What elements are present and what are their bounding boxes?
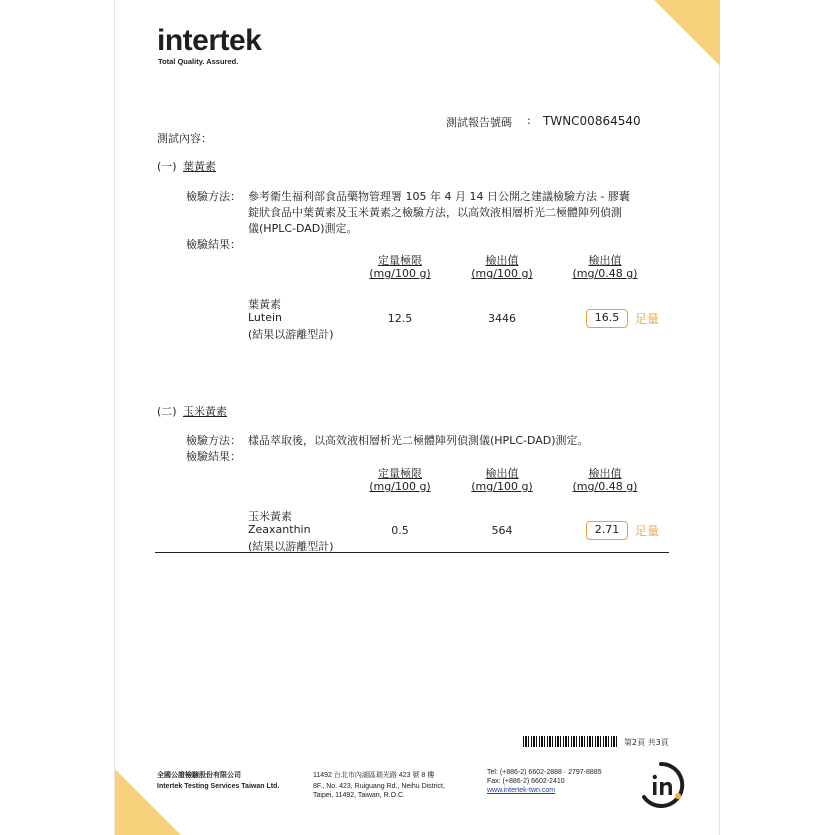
section1-loq-value: 12.5 bbox=[387, 312, 413, 325]
section1-number: (一) bbox=[157, 160, 177, 173]
telephone: Tel: (+886-2) 6602-2888 · 2797-8885 bbox=[487, 769, 602, 776]
section1-method-line3: 儀(HPLC-DAD)測定。 bbox=[248, 222, 358, 235]
section2-detected-header: 檢出值 bbox=[485, 467, 519, 480]
section1-basis: (結果以游離型計) bbox=[248, 328, 334, 341]
section2-number: (二) bbox=[157, 405, 177, 418]
section1-detected2-header: 檢出值 bbox=[588, 254, 622, 267]
section1-detected-unit: (mg/100 g) bbox=[471, 267, 533, 280]
corner-decoration-top bbox=[654, 0, 720, 66]
section1-method-label: 檢驗方法： bbox=[186, 190, 241, 203]
section1-detected2-unit: (mg/0.48 g) bbox=[572, 267, 638, 280]
test-content-label: 測試內容： bbox=[157, 132, 212, 145]
section2-result-box: 2.71 bbox=[586, 521, 628, 540]
website-link[interactable]: www.intertek-twn.com bbox=[487, 787, 556, 794]
section2-detected-unit: (mg/100 g) bbox=[471, 480, 533, 493]
section2-title: 玉米黃素 bbox=[183, 405, 227, 418]
section2-loq-header: 定量極限 bbox=[378, 467, 422, 480]
company-name-zh: 全國公證檢驗股份有限公司 bbox=[157, 772, 241, 779]
section1-method-line1: 參考衛生福利部食品藥物管理署 105 年 4 月 14 日公開之建議檢驗方法 - 膠囊 bbox=[248, 190, 630, 203]
end-of-results-rule bbox=[155, 552, 669, 553]
section1-analyte-zh: 葉黃素 bbox=[248, 298, 281, 311]
barcode bbox=[523, 736, 618, 747]
intertek-logo: intertek bbox=[157, 24, 262, 57]
section1-analyte-en: Lutein bbox=[248, 311, 283, 324]
section1-result-label: 檢驗結果： bbox=[186, 238, 241, 251]
section2-basis: (結果以游離型計) bbox=[248, 540, 334, 553]
intertek-in-logo-icon bbox=[636, 760, 686, 810]
address-en-line2: Taipei, 11492, Taiwan, R.O.C. bbox=[313, 792, 405, 799]
report-number: TWNC00864540 bbox=[543, 114, 641, 128]
section1-loq-unit: (mg/100 g) bbox=[369, 267, 431, 280]
address-en-line1: 8F., No. 423, Ruiguang Rd., Neihu District, bbox=[313, 783, 445, 790]
section2-method-line1: 樣品萃取後，以高效液相層析光二極體陣列偵測儀(HPLC-DAD)測定。 bbox=[248, 434, 589, 447]
address-zh: 11492 台北市內湖區瑞光路 423 號 8 樓 bbox=[313, 772, 435, 779]
section1-detected-value: 3446 bbox=[488, 312, 516, 325]
section2-method-label: 檢驗方法： bbox=[186, 434, 241, 447]
logo-tagline: Total Quality. Assured. bbox=[158, 57, 239, 66]
section2-analyte-zh: 玉米黃素 bbox=[248, 510, 292, 523]
section1-title: 葉黃素 bbox=[183, 160, 216, 173]
section1-loq-header: 定量極限 bbox=[378, 254, 422, 267]
report-number-label: 測試報告號碼 bbox=[446, 116, 512, 129]
report-number-separator: : bbox=[527, 114, 531, 127]
page-info: 第2頁 共3頁 bbox=[624, 738, 669, 747]
section2-detected2-unit: (mg/0.48 g) bbox=[572, 480, 638, 493]
section2-detected2-header: 檢出值 bbox=[588, 467, 622, 480]
section1-result-box: 16.5 bbox=[586, 309, 628, 328]
section1-status: 足量 bbox=[635, 312, 660, 326]
section2-result-label: 檢驗結果： bbox=[186, 450, 241, 463]
section2-detected-value: 564 bbox=[491, 524, 513, 537]
section1-detected-header: 檢出值 bbox=[485, 254, 519, 267]
section2-analyte-en: Zeaxanthin bbox=[248, 523, 311, 536]
section2-loq-value: 0.5 bbox=[391, 524, 409, 537]
section2-status: 足量 bbox=[635, 524, 660, 538]
section1-method-line2: 錠狀食品中葉黃素及玉米黃素之檢驗方法，以高效液相層析光二極體陣列偵測 bbox=[248, 206, 622, 219]
company-name-en: Intertek Testing Services Taiwan Ltd. bbox=[157, 783, 280, 790]
section2-loq-unit: (mg/100 g) bbox=[369, 480, 431, 493]
fax: Fax: (+886-2) 6602-2410 bbox=[487, 778, 565, 785]
